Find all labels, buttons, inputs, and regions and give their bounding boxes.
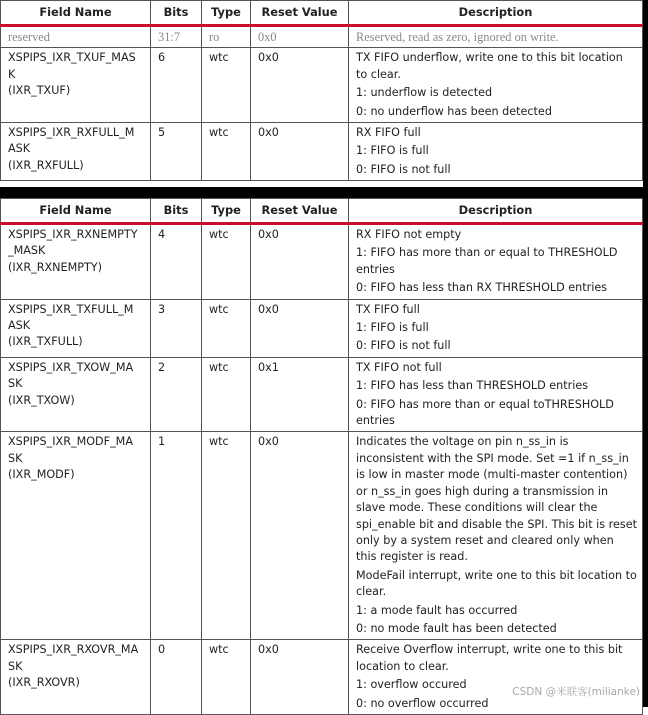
reset-value-cell: 0x0: [251, 123, 349, 181]
description-line: 1: FIFO is full: [356, 144, 429, 158]
type-cell: wtc: [202, 357, 251, 432]
field-name-line: ASK: [8, 319, 31, 333]
reset-value-cell: 0x0: [251, 26, 349, 48]
field-name-line: (IXR_RXFULL): [8, 158, 84, 172]
col-bits: Bits: [151, 1, 202, 26]
description-cell: [349, 48, 643, 123]
description-cell: [349, 432, 643, 640]
reset-value-cell: 0x0: [251, 299, 349, 357]
field-name-cell: [1, 48, 151, 123]
field-name-line: XSPIPS_IXR_RXOVR_MA: [8, 643, 139, 657]
table-row: [1, 48, 643, 123]
description-line: Receive Overflow interrupt, write one to this bit location to clear.: [356, 643, 623, 673]
field-name-line: (IXR_TXUF): [8, 84, 71, 98]
reset-value-cell: 0x0: [251, 48, 349, 123]
description-cell: [349, 299, 643, 357]
description-cell: [349, 640, 643, 715]
table-row: [1, 640, 643, 715]
description-line: 1: FIFO has less than THRESHOLD entries: [356, 379, 589, 393]
field-name-line: (IXR_MODF): [8, 468, 75, 482]
description-line: TX FIFO underflow, write one to this bit location to clear.: [356, 51, 623, 81]
field-name-line: XSPIPS_IXR_RXNEMPTY: [8, 228, 138, 241]
field-name-line: XSPIPS_IXR_MODF_MA: [8, 435, 133, 449]
col-type: Type: [202, 199, 251, 224]
field-name-line: (IXR_RXNEMPTY): [8, 260, 103, 274]
field-name-cell: [1, 299, 151, 357]
field-name-line: (IXR_TXFULL): [8, 335, 83, 349]
col-description: Description: [349, 199, 643, 224]
header-row: [1, 1, 643, 26]
description-cell: [349, 224, 643, 300]
right-edge-bar: [643, 0, 648, 707]
description-line: Indicates the voltage on pin n_ss_in is inconsistent with the SPI mode. Set =1 if n_ss_in is low in master mode (multi-master contention) or n_ss_in goes high during a transmission in slave mode. These conditions will clear the spi_enable bit and disable the SPI. This bit is reset only by a system reset and cleared only when this register is read.: [356, 435, 637, 564]
field-name-line: ASK: [8, 142, 31, 156]
description-line: RX FIFO not empty: [356, 228, 462, 241]
field-name-line: reserved: [8, 30, 50, 44]
description-line: 1: overflow occured: [356, 678, 467, 692]
field-name-cell: [1, 26, 151, 48]
description-line: 1: FIFO is full: [356, 321, 429, 335]
field-name-line: XSPIPS_IXR_TXUF_MAS: [8, 51, 136, 65]
bits-cell: 0: [151, 640, 202, 715]
field-name-cell: [1, 224, 151, 300]
field-name-line: SK: [8, 451, 23, 465]
separator-band: [0, 187, 648, 198]
field-name-cell: [1, 640, 151, 715]
bits-cell: 6: [151, 48, 202, 123]
type-cell: wtc: [202, 48, 251, 123]
field-name-line: (IXR_TXOW): [8, 393, 75, 407]
bits-cell: 1: [151, 432, 202, 640]
description-line: Reserved, read as zero, ignored on write.: [356, 30, 559, 44]
description-line: 1: FIFO has more than or equal to THRESHOLD entries: [356, 246, 618, 276]
reset-value-cell: 0x0: [251, 640, 349, 715]
description-line: 1: underflow is detected: [356, 86, 493, 100]
col-bits: Bits: [151, 199, 202, 224]
field-name-cell: [1, 357, 151, 432]
type-cell: wtc: [202, 640, 251, 715]
description-line: ModeFail interrupt, write one to this bit location to clear.: [356, 568, 637, 599]
description-cell: [349, 123, 643, 181]
field-name-line: SK: [8, 659, 23, 673]
reset-value-cell: 0x0: [251, 432, 349, 640]
field-name-line: _MASK: [8, 244, 46, 258]
description-line: 1: a mode fault has occurred: [356, 603, 518, 617]
col-reset-value: Reset Value: [251, 199, 349, 224]
reset-value-cell: 0x1: [251, 357, 349, 432]
register-table-1: [0, 0, 643, 181]
col-field-name: Field Name: [1, 199, 151, 224]
register-table-2: [0, 198, 643, 715]
field-name-line: K: [8, 67, 16, 81]
description-line: RX FIFO full: [356, 126, 421, 140]
description-line: TX FIFO full: [356, 302, 420, 316]
type-cell: wtc: [202, 123, 251, 181]
bits-cell: 2: [151, 357, 202, 432]
type-cell: ro: [202, 26, 251, 48]
description-line: 0: FIFO is not full: [356, 339, 451, 353]
type-cell: wtc: [202, 224, 251, 300]
field-name-line: SK: [8, 377, 23, 391]
description-line: 0: FIFO is not full: [356, 162, 451, 176]
table-row: [1, 299, 643, 357]
table-row: [1, 357, 643, 432]
type-cell: wtc: [202, 432, 251, 640]
table-row: [1, 432, 643, 640]
table-row: [1, 224, 643, 300]
watermark: CSDN @米联客(milianke): [512, 686, 640, 698]
field-name-line: XSPIPS_IXR_TXFULL_M: [8, 302, 134, 316]
bits-cell: 5: [151, 123, 202, 181]
field-name-cell: [1, 123, 151, 181]
col-field-name: Field Name: [1, 1, 151, 26]
reset-value-cell: 0x0: [251, 224, 349, 300]
description-line: 0: no mode fault has been detected: [356, 621, 557, 635]
col-type: Type: [202, 1, 251, 26]
description-line: 0: no overflow occurred: [356, 696, 489, 710]
field-name-line: XSPIPS_IXR_TXOW_MA: [8, 360, 134, 374]
description-cell: [349, 26, 643, 48]
field-name-line: (IXR_RXOVR): [8, 676, 80, 690]
table-row: [1, 123, 643, 181]
header-row: [1, 199, 643, 224]
type-cell: wtc: [202, 299, 251, 357]
description-line: 0: FIFO has less than RX THRESHOLD entries: [356, 281, 608, 295]
table-row: [1, 26, 643, 48]
col-description: Description: [349, 1, 643, 26]
description-line: 0: no underflow has been detected: [356, 104, 552, 118]
bits-cell: 31:7: [151, 26, 202, 48]
description-cell: [349, 357, 643, 432]
field-name-line: XSPIPS_IXR_RXFULL_M: [8, 126, 135, 140]
description-line: 0: FIFO has more than or equal toTHRESHOLD entries: [356, 397, 614, 428]
col-reset-value: Reset Value: [251, 1, 349, 26]
description-line: TX FIFO not full: [356, 360, 442, 374]
field-name-cell: [1, 432, 151, 640]
bits-cell: 4: [151, 224, 202, 300]
bits-cell: 3: [151, 299, 202, 357]
